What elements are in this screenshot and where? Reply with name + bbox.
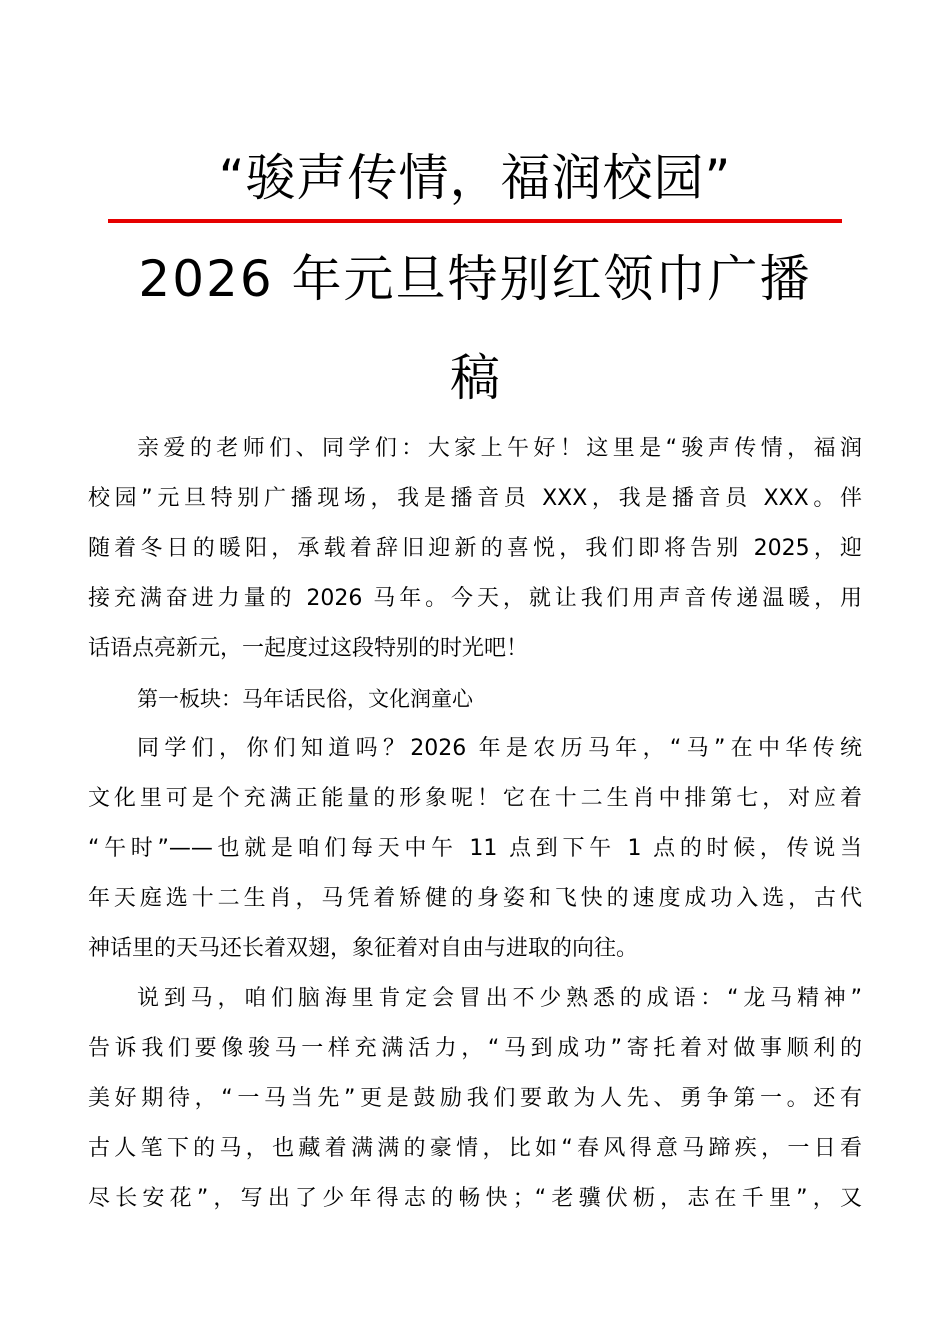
body-line: 美好期待，“一马当先”更是鼓励我们要敢为人先、勇争第一。还有 bbox=[88, 1086, 862, 1111]
body-line: 神话里的天马还长着双翅，象征着对自由与进取的向往。 bbox=[88, 936, 639, 961]
body-line: “午时”——也就是咱们每天中午 11 点到下午 1 点的时候，传说当 bbox=[88, 836, 862, 861]
body-line: 告诉我们要像骏马一样充满活力，“马到成功”寄托着对做事顺利的 bbox=[88, 1036, 862, 1061]
body-line: 说到马，咱们脑海里肯定会冒出不少熟悉的成语：“龙马精神” bbox=[137, 986, 863, 1011]
body-line: 话语点亮新元，一起度过这段特别的时光吧！ bbox=[88, 636, 529, 661]
section-heading: 第一板块：马年话民俗，文化润童心 bbox=[137, 687, 473, 711]
title-line-3: 稿 bbox=[450, 349, 500, 407]
body-line: 文化里可是个充满正能量的形象呢！它在十二生肖中排第七，对应着 bbox=[88, 786, 862, 811]
red-divider-rule bbox=[108, 219, 842, 223]
body-line: 随着冬日的暖阳，承载着辞旧迎新的喜悦，我们即将告别 2025，迎 bbox=[88, 536, 862, 561]
body-line: 年天庭选十二生肖，马凭着矫健的身姿和飞快的速度成功入选，古代 bbox=[88, 886, 862, 911]
body-line: 古人笔下的马，也藏着满满的豪情，比如“春风得意马蹄疾，一日看 bbox=[88, 1136, 862, 1161]
title-line-2: 2026 年元旦特别红领巾广播 bbox=[138, 250, 812, 308]
body-line: 校园”元旦特别广播现场，我是播音员 XXX，我是播音员 XXX。伴 bbox=[88, 486, 862, 511]
body-line: 同学们，你们知道吗？2026 年是农历马年，“马”在中华传统 bbox=[137, 736, 862, 761]
title-line-1: “骏声传情，福润校园” bbox=[218, 149, 732, 207]
body-line: 尽长安花”，写出了少年得志的畅快；“老骥伏枥，志在千里”，又 bbox=[88, 1186, 862, 1211]
body-line: 亲爱的老师们、同学们：大家上午好！这里是“骏声传情，福润 bbox=[137, 436, 862, 461]
body-line: 接充满奋进力量的 2026 马年。今天，就让我们用声音传递温暖，用 bbox=[88, 586, 862, 611]
